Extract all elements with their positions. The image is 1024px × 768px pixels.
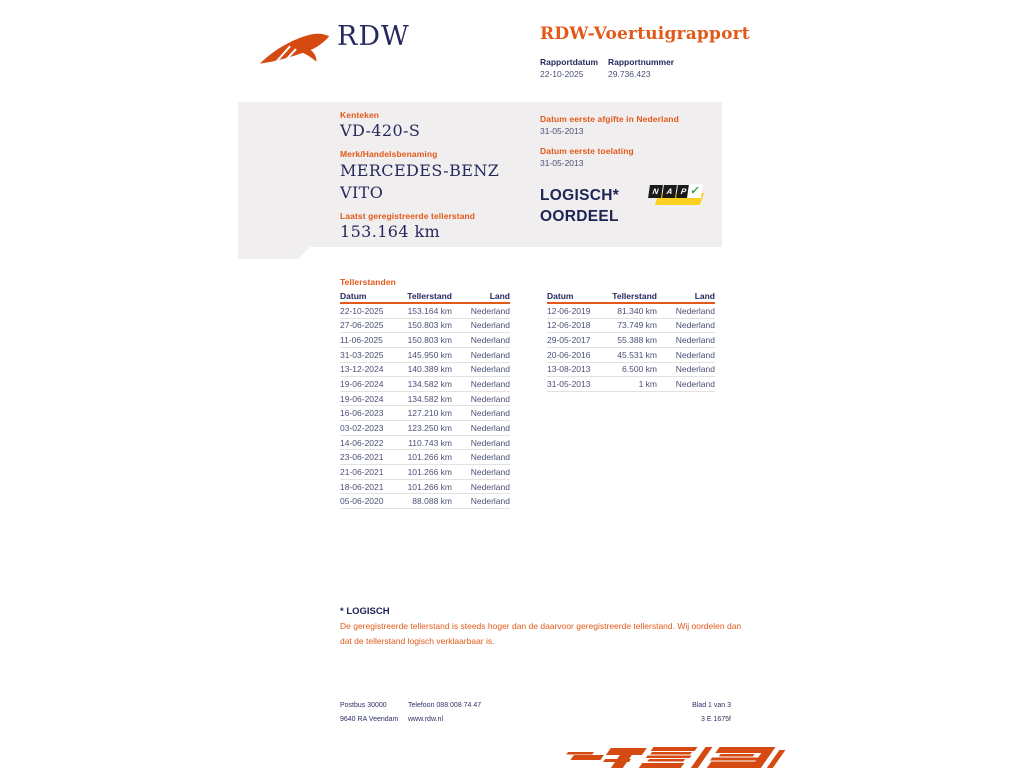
table-cell: Nederland	[470, 437, 510, 448]
tellerstand-label: Laatst geregistreerde tellerstand	[340, 211, 476, 221]
footer-decorative-stripes-graphic	[543, 742, 793, 768]
table-row	[340, 480, 510, 495]
table-row	[547, 377, 715, 392]
table-cell: Nederland	[675, 335, 715, 346]
table-cell: 27-06-2025	[340, 320, 384, 331]
table-header-datum: Datum	[340, 291, 367, 301]
table-cell: Nederland	[675, 349, 715, 360]
table-cell: 03-02-2023	[340, 422, 384, 433]
table-row	[547, 304, 715, 319]
table-cell: Nederland	[470, 422, 510, 433]
report-number-value: 29.736.423	[608, 69, 651, 79]
table-cell: 20-06-2016	[547, 349, 591, 360]
nap-letter-a: A	[662, 185, 677, 198]
report-date-label: Rapportdatum	[540, 57, 599, 67]
table-row	[547, 333, 715, 348]
afgifte-label: Datum eerste afgifte in Nederland	[540, 114, 679, 124]
table-cell: Nederland	[470, 452, 510, 463]
table-cell: 88.088 km	[412, 496, 452, 507]
table-cell: Nederland	[470, 496, 510, 507]
merk-label: Merk/Handelsbenaming	[340, 149, 438, 159]
table-cell: 22-10-2025	[340, 305, 384, 316]
table-cell: 127.210 km	[407, 408, 452, 419]
table-header-tellerstand: Tellerstand	[612, 291, 657, 301]
table-cell: Nederland	[470, 335, 510, 346]
table-row	[340, 304, 510, 319]
table-cell: Nederland	[470, 305, 510, 316]
table-cell: 31-03-2025	[340, 349, 384, 360]
table-cell: 13-12-2024	[340, 364, 384, 375]
report-date-value: 22-10-2025	[540, 69, 584, 79]
table-cell: 13-08-2013	[547, 364, 591, 375]
table-cell: 101.266 km	[407, 481, 452, 492]
table-row	[340, 333, 510, 348]
tellerstanden-table-left	[340, 291, 510, 509]
table-cell: Nederland	[470, 364, 510, 375]
table-cell: 6.500 km	[622, 364, 657, 375]
tellerstand-value: 153.164 km	[340, 222, 441, 241]
page-title: RDW-Voertuigrapport	[540, 24, 750, 44]
merk-value-line2: VITO	[340, 183, 384, 202]
table-cell: 16-06-2023	[340, 408, 384, 419]
footer-postbus: Postbus 30000	[340, 702, 387, 709]
nap-letter-n: N	[648, 185, 663, 198]
table-cell: 05-06-2020	[340, 496, 384, 507]
panel-corner-tab	[238, 247, 310, 259]
table-header-tellerstand: Tellerstand	[407, 291, 452, 301]
logisch-note-line2: dat de tellerstand logisch verklaarbaar is.	[340, 636, 495, 646]
table-header-datum: Datum	[547, 291, 574, 301]
toelating-label: Datum eerste toelating	[540, 146, 634, 156]
table-cell: Nederland	[470, 481, 510, 492]
table-row	[547, 363, 715, 378]
table-row	[340, 450, 510, 465]
table-cell: Nederland	[470, 393, 510, 404]
table-cell: 11-06-2025	[340, 335, 383, 346]
footer-form-code: 3 E 1675f	[701, 716, 731, 723]
table-cell: 31-05-2013	[547, 379, 591, 390]
table-cell: 18-06-2021	[340, 481, 384, 492]
table-cell: Nederland	[470, 379, 510, 390]
kenteken-label: Kenteken	[340, 110, 380, 120]
tellerstanden-table-right	[547, 291, 715, 392]
table-row	[340, 319, 510, 334]
table-cell: 23-06-2021	[340, 452, 384, 463]
table-row	[340, 436, 510, 451]
table-cell: 29-05-2017	[547, 335, 591, 346]
toelating-value: 31-05-2013	[540, 158, 584, 168]
table-cell: 12-06-2019	[547, 305, 591, 316]
table-cell: 110.743 km	[408, 437, 452, 448]
table-row	[547, 319, 715, 334]
table-cell: 145.950 km	[407, 349, 452, 360]
footer-page-number: Blad 1 van 3	[692, 702, 731, 709]
table-cell: 1 km	[638, 379, 657, 390]
oordeel-line2: OORDEEL	[540, 208, 619, 225]
table-cell: 101.266 km	[407, 452, 452, 463]
table-cell: 73.749 km	[617, 320, 657, 331]
table-cell: Nederland	[675, 364, 715, 375]
kenteken-value: VD-420-S	[340, 121, 421, 140]
report-number-label: Rapportnummer	[608, 57, 675, 67]
table-cell: 101.266 km	[407, 466, 452, 477]
table-cell: 12-06-2018	[547, 320, 591, 331]
table-row	[340, 392, 510, 407]
table-cell: 150.803 km	[407, 335, 452, 346]
table-row	[340, 363, 510, 378]
table-cell: 55.388 km	[617, 335, 657, 346]
table-header-row	[547, 291, 715, 304]
table-header-row	[340, 291, 510, 304]
logisch-note-title: * LOGISCH	[340, 606, 390, 617]
oordeel-line1: LOGISCH*	[540, 187, 620, 204]
table-cell: 45.531 km	[617, 349, 657, 360]
table-row	[340, 465, 510, 480]
table-cell: 14-06-2022	[340, 437, 384, 448]
merk-value-line1: MERCEDES-BENZ	[340, 161, 500, 180]
table-cell: Nederland	[470, 466, 510, 477]
table-cell: 81.340 km	[617, 305, 657, 316]
footer-telefoon: Telefoon 088 008 74 47	[408, 702, 482, 709]
rdw-feather-logo-icon	[256, 29, 334, 71]
table-cell: Nederland	[470, 349, 510, 360]
footer-plaats: 9640 RA Veendam	[340, 716, 399, 723]
tellerstanden-section-title: Tellerstanden	[340, 277, 396, 287]
table-cell: 153.164 km	[407, 305, 452, 316]
footer-website: www.rdw.nl	[408, 716, 444, 723]
table-cell: 19-06-2024	[340, 379, 384, 390]
table-row	[340, 494, 510, 509]
table-cell: 140.389 km	[407, 364, 452, 375]
table-header-land: Land	[694, 291, 715, 301]
table-row	[340, 348, 510, 363]
table-cell: Nederland	[470, 320, 510, 331]
table-header-land: Land	[489, 291, 510, 301]
table-row	[547, 348, 715, 363]
rdw-logo-text: RDW	[337, 21, 410, 52]
table-cell: Nederland	[675, 320, 715, 331]
table-cell: 123.250 km	[407, 422, 452, 433]
afgifte-value: 31-05-2013	[540, 126, 584, 136]
table-cell: 150.803 km	[407, 320, 452, 331]
table-row	[340, 406, 510, 421]
table-cell: 134.582 km	[407, 393, 452, 404]
table-row	[340, 421, 510, 436]
table-cell: 19-06-2024	[340, 393, 384, 404]
nap-logo	[648, 183, 702, 209]
table-row	[340, 377, 510, 392]
table-cell: 134.582 km	[407, 379, 452, 390]
table-cell: Nederland	[675, 305, 715, 316]
table-cell: 21-06-2021	[340, 466, 384, 477]
nap-checkmark-icon: ✓	[687, 184, 703, 198]
nap-letter-p: P	[676, 185, 691, 198]
table-cell: Nederland	[470, 408, 510, 419]
table-cell: Nederland	[675, 379, 715, 390]
logisch-note-line1: De geregistreerde tellerstand is steeds hoger dan de daarvoor geregistreerde tellerstand. Wij oordelen dan	[340, 621, 742, 631]
